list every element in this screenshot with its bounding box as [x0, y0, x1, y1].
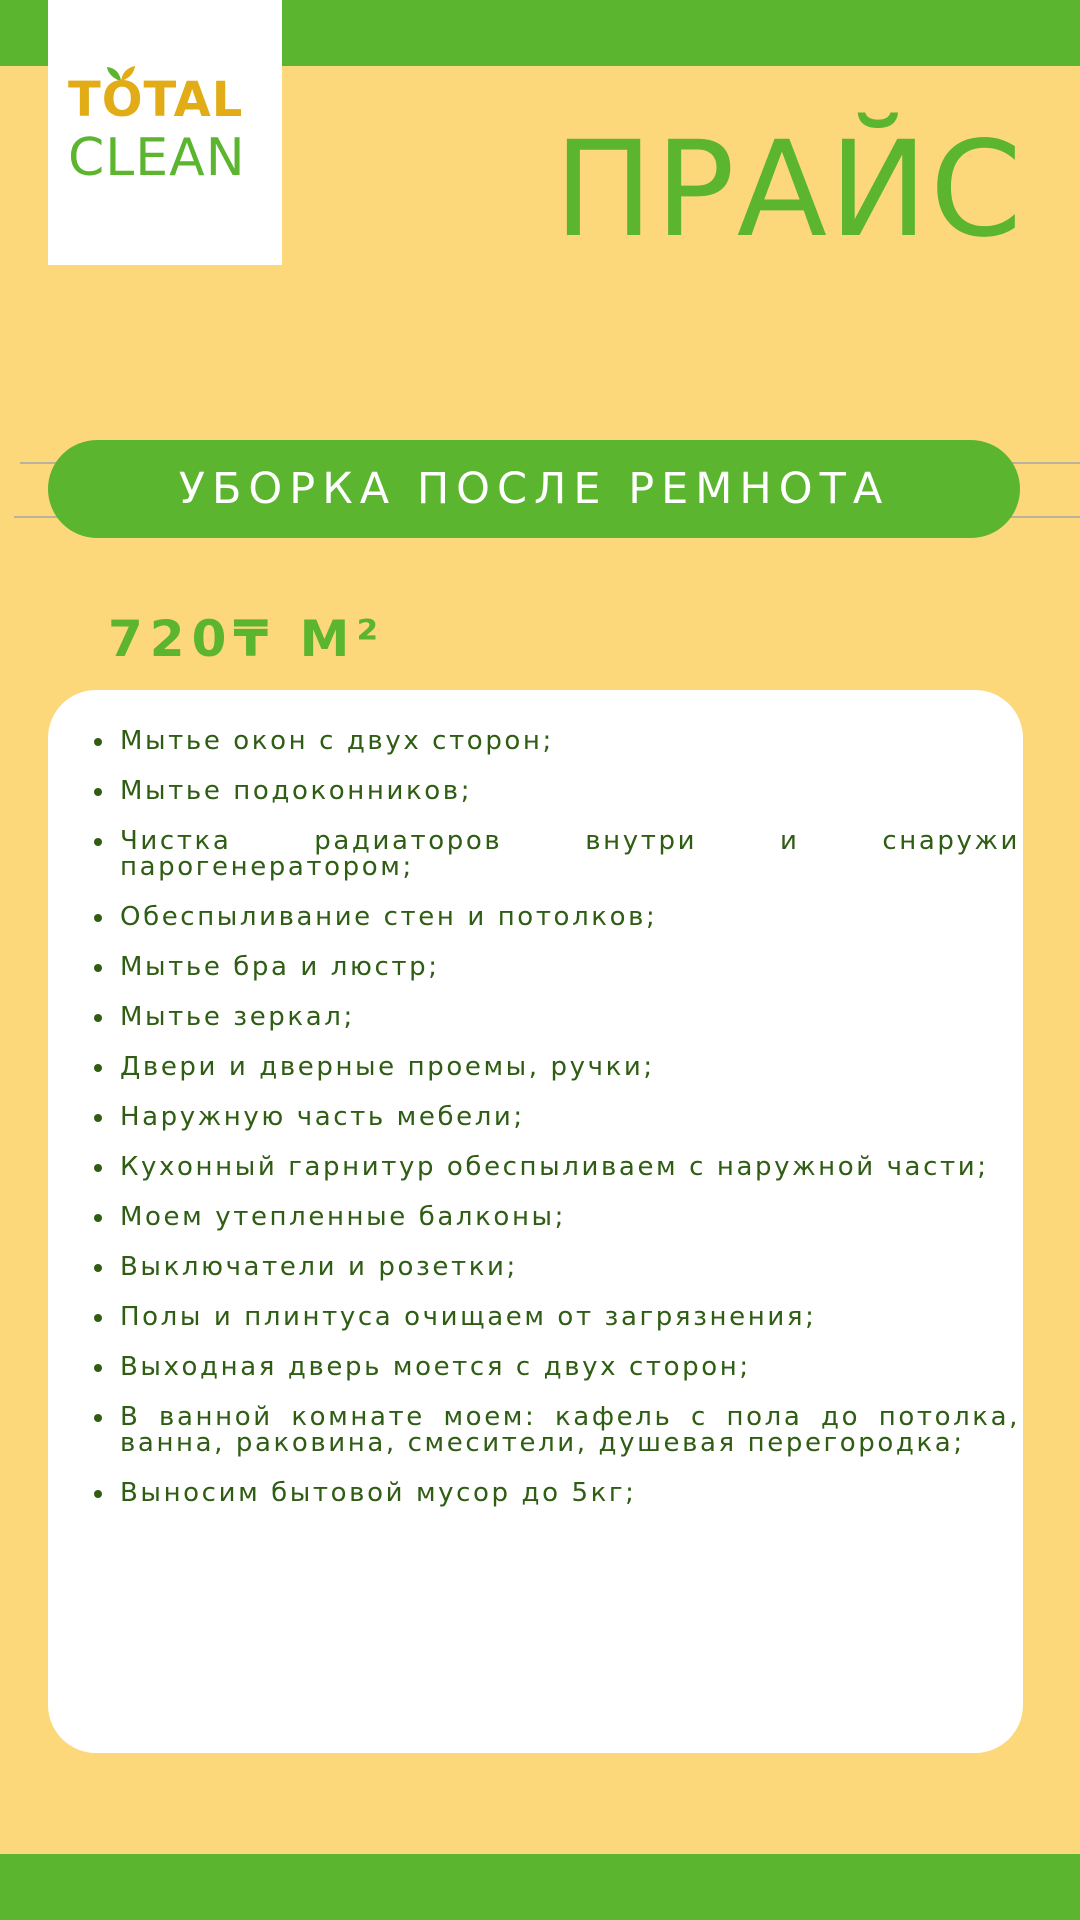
bullet-icon — [94, 964, 102, 972]
list-item-text: Полы и плинтуса очищаем от загрязнения; — [120, 1302, 817, 1332]
logo — [48, 0, 282, 265]
list-item-text: Выключатели и розетки; — [120, 1252, 518, 1282]
bullet-icon — [94, 914, 102, 922]
list-item — [72, 1204, 1020, 1230]
list-item-text: Двери и дверные проемы, ручки; — [120, 1052, 655, 1082]
list-item-text: Выходная дверь моется с двух сторон; — [120, 1352, 751, 1382]
list-item — [72, 954, 1020, 980]
bullet-icon — [94, 1364, 102, 1372]
list-item-text: Обеспыливание стен и потолков; — [120, 902, 658, 932]
service-title-banner — [48, 440, 1020, 538]
list-item — [72, 1354, 1020, 1380]
bullet-icon — [94, 1064, 102, 1072]
list-item — [72, 1304, 1020, 1330]
list-item — [72, 778, 1020, 804]
list-item — [72, 1154, 1020, 1180]
bullet-icon — [94, 1490, 102, 1498]
page-title: ПРАЙС — [553, 113, 1024, 267]
list-item-text: Моем утепленные балконы; — [120, 1202, 567, 1232]
list-item — [72, 728, 1020, 754]
bullet-icon — [94, 738, 102, 746]
list-item — [72, 1480, 1020, 1506]
list-item-text: Мытье бра и люстр; — [120, 952, 440, 982]
list-item — [72, 1254, 1020, 1280]
list-item — [72, 1404, 1020, 1456]
bullet-icon — [94, 1264, 102, 1272]
bullet-icon — [94, 1164, 102, 1172]
bullet-icon — [94, 1314, 102, 1322]
bullet-icon — [94, 838, 102, 846]
bullet-icon — [94, 1014, 102, 1022]
list-item — [72, 904, 1020, 930]
list-item-text: Наружную часть мебели; — [120, 1102, 525, 1132]
list-item-text: Выносим бытовой мусор до 5кг; — [120, 1478, 637, 1508]
logo-total-text: TOTAL — [68, 72, 244, 128]
bullet-icon — [94, 788, 102, 796]
list-item-text: В ванной комнате моем: кафель с пола до потолка, ванна, раковина, смесители, душевая перегородка; — [120, 1402, 1020, 1458]
services-list — [72, 728, 1020, 1530]
list-item — [72, 1054, 1020, 1080]
price-per-square-meter: 720₸ М² — [108, 610, 386, 668]
bullet-icon — [94, 1214, 102, 1222]
list-item-text: Мытье зеркал; — [120, 1002, 355, 1032]
bottom-bar — [0, 1854, 1080, 1920]
list-item — [72, 1104, 1020, 1130]
list-item-text: Чистка радиаторов внутри и снаружи парогенератором; — [120, 826, 1020, 882]
service-title: УБОРКА ПОСЛЕ РЕМНОТА — [178, 464, 890, 514]
list-item-text: Кухонный гарнитур обеспыливаем с наружной части; — [120, 1152, 989, 1182]
list-item — [72, 1004, 1020, 1030]
bullet-icon — [94, 1114, 102, 1122]
list-item-text: Мытье окон с двух сторон; — [120, 726, 554, 756]
logo-clean-text: CLEAN — [68, 128, 246, 188]
list-item — [72, 828, 1020, 880]
list-item-text: Мытье подоконников; — [120, 776, 473, 806]
bullet-icon — [94, 1414, 102, 1422]
